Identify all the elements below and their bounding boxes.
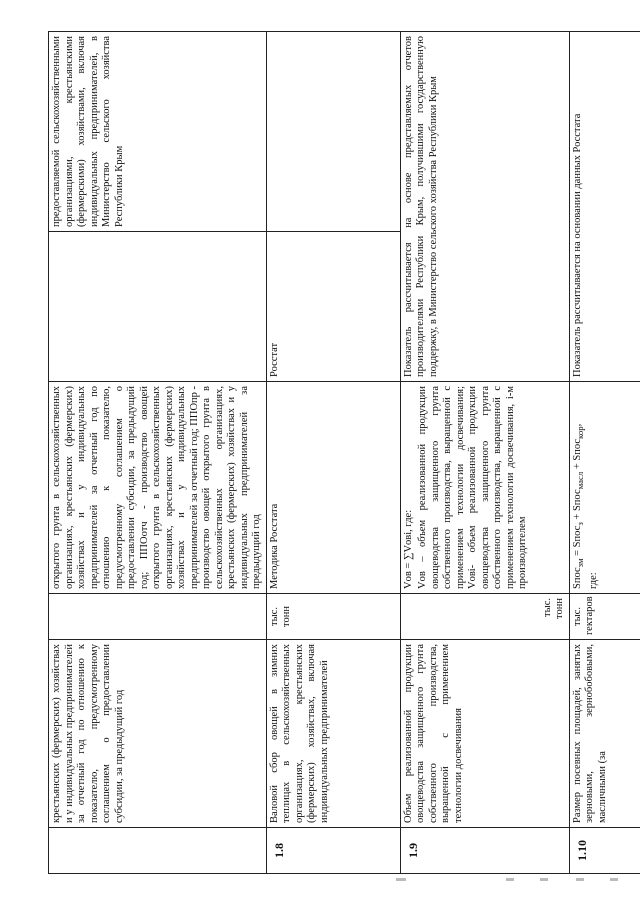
rotated-table-container	[48, 32, 608, 874]
table-row	[49, 32, 267, 874]
source-cell: Показатель рассчитывается на основе представляемых отчетов производителями Республики Крым, получившими государственную поддержку, в Министерство сельского хозяйства Республики Крым	[400, 32, 569, 382]
table-row	[569, 32, 640, 874]
source-cell: Росстат	[266, 232, 400, 382]
table-row	[400, 32, 569, 874]
unit-cell: тыс. тонн	[266, 594, 400, 640]
indicators-table	[48, 31, 640, 874]
source-cell: предоставляемой сельскохозяйственными организациями, крестьянскими (фермерскими) хозяйствами, включая индивидуальных предпринимателей, в Министерство сельского хозяйства Республики Крым	[49, 32, 267, 232]
table-row	[266, 32, 400, 874]
row-number: 1.10	[569, 828, 640, 874]
scan-artifact	[396, 878, 406, 881]
method-cell	[569, 382, 640, 594]
indicator-name: Размер посевных площадей, занятых зерновыми, зернобобовыми, масличными (за	[569, 640, 640, 828]
scan-artifact	[540, 878, 548, 881]
indicator-name: Объем реализованной продукции овощеводства защищенного грунта собственного производства, выращенной с применением технологии досвечивания	[400, 640, 569, 828]
formula: Sпос$_{зм}$ = Sпос$_з$ + Sпос$_{масл}$ + Sпос$_{кор}$,	[571, 423, 585, 589]
unit-cell	[49, 594, 267, 640]
unit-cell: тыс. гектаров	[569, 594, 640, 640]
method-cell: открытого грунта в сельскохозяйственных организациях, крестьянских (фермерских) хозяйствах и у индивидуальных предпринимателей за отчетный год по отношению к показателю, предусмотренному соглашением о предоставлении субсидии, за предыдущий год; ППОотч - производство овощей открытого грунта в сельскохозяйственных организациях, крестьянских (фермерских) хозяйствах и у индивидуальных предпринимателей за отчетный год; ППОпр - производство овощей открытого грунта в сельскохозяйственных организациях, крестьянских (фермерских) хозяйствах и у индивидуальных предпринимателей за предыдущий год	[49, 382, 267, 594]
scan-artifact	[576, 878, 584, 881]
scan-artifact	[610, 878, 618, 881]
row-number: 1.9	[400, 828, 569, 874]
scan-artifact	[506, 878, 514, 881]
row-number: 1.8	[266, 828, 400, 874]
unit-cell: тыс. тонн	[400, 594, 569, 640]
formula-explanation: где:	[588, 572, 600, 589]
formula: Vов = ∑Vовi, где:	[402, 509, 414, 589]
source-cell-empty	[266, 32, 400, 232]
formula-explanation: Vов – объем реализованной продукции овощеводства защищенного грунта собственного производства, выращенной с применением технологии досвечивания; Vовi- объем реализованной продукции овощеводства защищенного грунта собственного производства, выращенной с применением технологии досвечивания, i-м производителем	[417, 386, 528, 589]
method-cell	[400, 382, 569, 594]
indicator-name: Валовой сбор овощей в зимних теплицах в сельскохозяйственных организациях, крестьянских (фермерских) хозяйствах, включая индивидуальных предпринимателей	[266, 640, 400, 828]
source-cell: Показатель рассчитывается на основании данных Росстата	[569, 32, 640, 382]
method-cell: Методика Росстата	[266, 382, 400, 594]
indicator-name: крестьянских (фермерских) хозяйствах и у индивидуальных предпринимателей за отчетный год по отношению к показателю, предусмотренному соглашением о предоставлении субсидии, за предыдущий год	[49, 640, 267, 828]
row-number	[49, 828, 267, 874]
source-cell-empty	[49, 232, 267, 382]
